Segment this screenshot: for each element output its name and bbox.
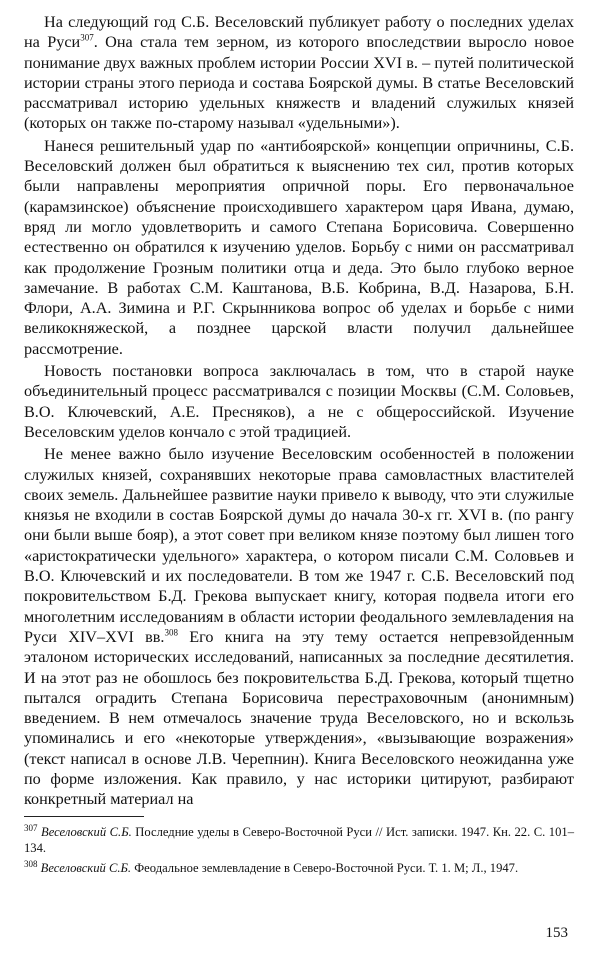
page-number: 153 <box>545 925 568 941</box>
footnote-ref-308: 308 <box>164 627 178 638</box>
main-text <box>24 12 574 810</box>
footnote-307: $^{307}$ Веселовский С.Б. Последние уделы в Северо-Восточной Руси // Ист. записки. 1947. Кн. 22. С. 101–134. <box>24 822 574 856</box>
paragraph-2: Нанеся решительный удар по «антибоярской» концепции опричнины, С.Б. Веселовский должен был обратиться к выяснению тех сил, против которых были направлены мероприятия опричной поры. Его первоначальное (карамзинское) объяснение происходившего характером царя Ивана, думаю, вряд ли могло удовлетворить и самого Степана Борисовича. Совершенно естественно он обратился к изучению уделов. Борьбу с ними он рассматривал как продолжение Грозным политики отца и деда. Это было глубоко верное замечание. В работах С.М. Каштанова, В.Б. Кобрина, В.Д. Назарова, Б.Н. Флори, А.А. Зимина и Р.Г. Скрынникова вопрос об уделах и борьбе с ними великокняжеской, а позднее царской власти получил дальнейшее рассмотрение. <box>24 136 574 358</box>
footnote-308: $^{308}$ Веселовский С.Б. Феодальное землевладение в Северо-Восточной Руси. Т. 1. М; Л., 1947. <box>24 858 519 875</box>
footnote-divider <box>24 816 144 817</box>
paragraph-3: Новость постановки вопроса заключалась в том, что в старой науке объединительный процесс рассматривался с позиции Москвы (С.М. Соловьев, В.О. Ключевский, А.Е. Пресняков), а не с общероссийской. Изучение Веселовским уделов кончало с этой традицией. <box>24 362 574 441</box>
footnote-ref-307: 307 <box>80 32 94 43</box>
footnotes <box>24 824 574 877</box>
paragraph-1: На следующий год С.Б. Веселовский публикует работу о последних уделах на Руси$^{307}$. Она стала тем зерном, из которого впоследствии выросло новое понимание двух важных проблем истории России XVI в. – путей политической истории страны этого периода и состава Боярской думы. В статье Веселовский рассматривал историю удельных княжеств и владений служилых князей (которых он также по-старому называл «удельными»). <box>24 13 575 133</box>
paragraph-4: Не менее важно было изучение Веселовским особенностей в положении служилых князей, сохранявших некоторые права самовластных властителей своих земель. Дальнейшее развитие науки привело к выводу, что эти служилые князья не входили в состав Боярской думы до начала 30-х гг. XVI в. (по рангу они были выше бояр), а этот совет при великом князе поэтому был лишен того «аристократически удельного» характера, о котором писали С.М. Соловьев и В.О. Ключевский и их последователи. В том же 1947 г. С.Б. Веселовский под покровительством Б.Д. Грекова выпускает книгу, которая подвела итоги его многолетним исследованиям в области истории феодального землевладения на Руси XIV–XVI вв.$^{308}$ Его книга на эту тему остается непревзойденным эталоном исторических исследований, написанных за последние десятилетия. И на этот раз не обошлось без покровительства Б.Д. Грекова, который тщетно пытался оградить Степана Борисовича перестраховочным (анонимным) введением. В нем отмечалось значение труда Веселовского, но и вскользь упоминались и его «некоторые утверждения», «вызывающие возражения» (текст написал в основе Л.В. Черепнин). Книга Веселовского неожиданна уже по форме изложения. Как правило, у нас историки цитируют, разбирают конкретный материал на <box>24 445 574 809</box>
